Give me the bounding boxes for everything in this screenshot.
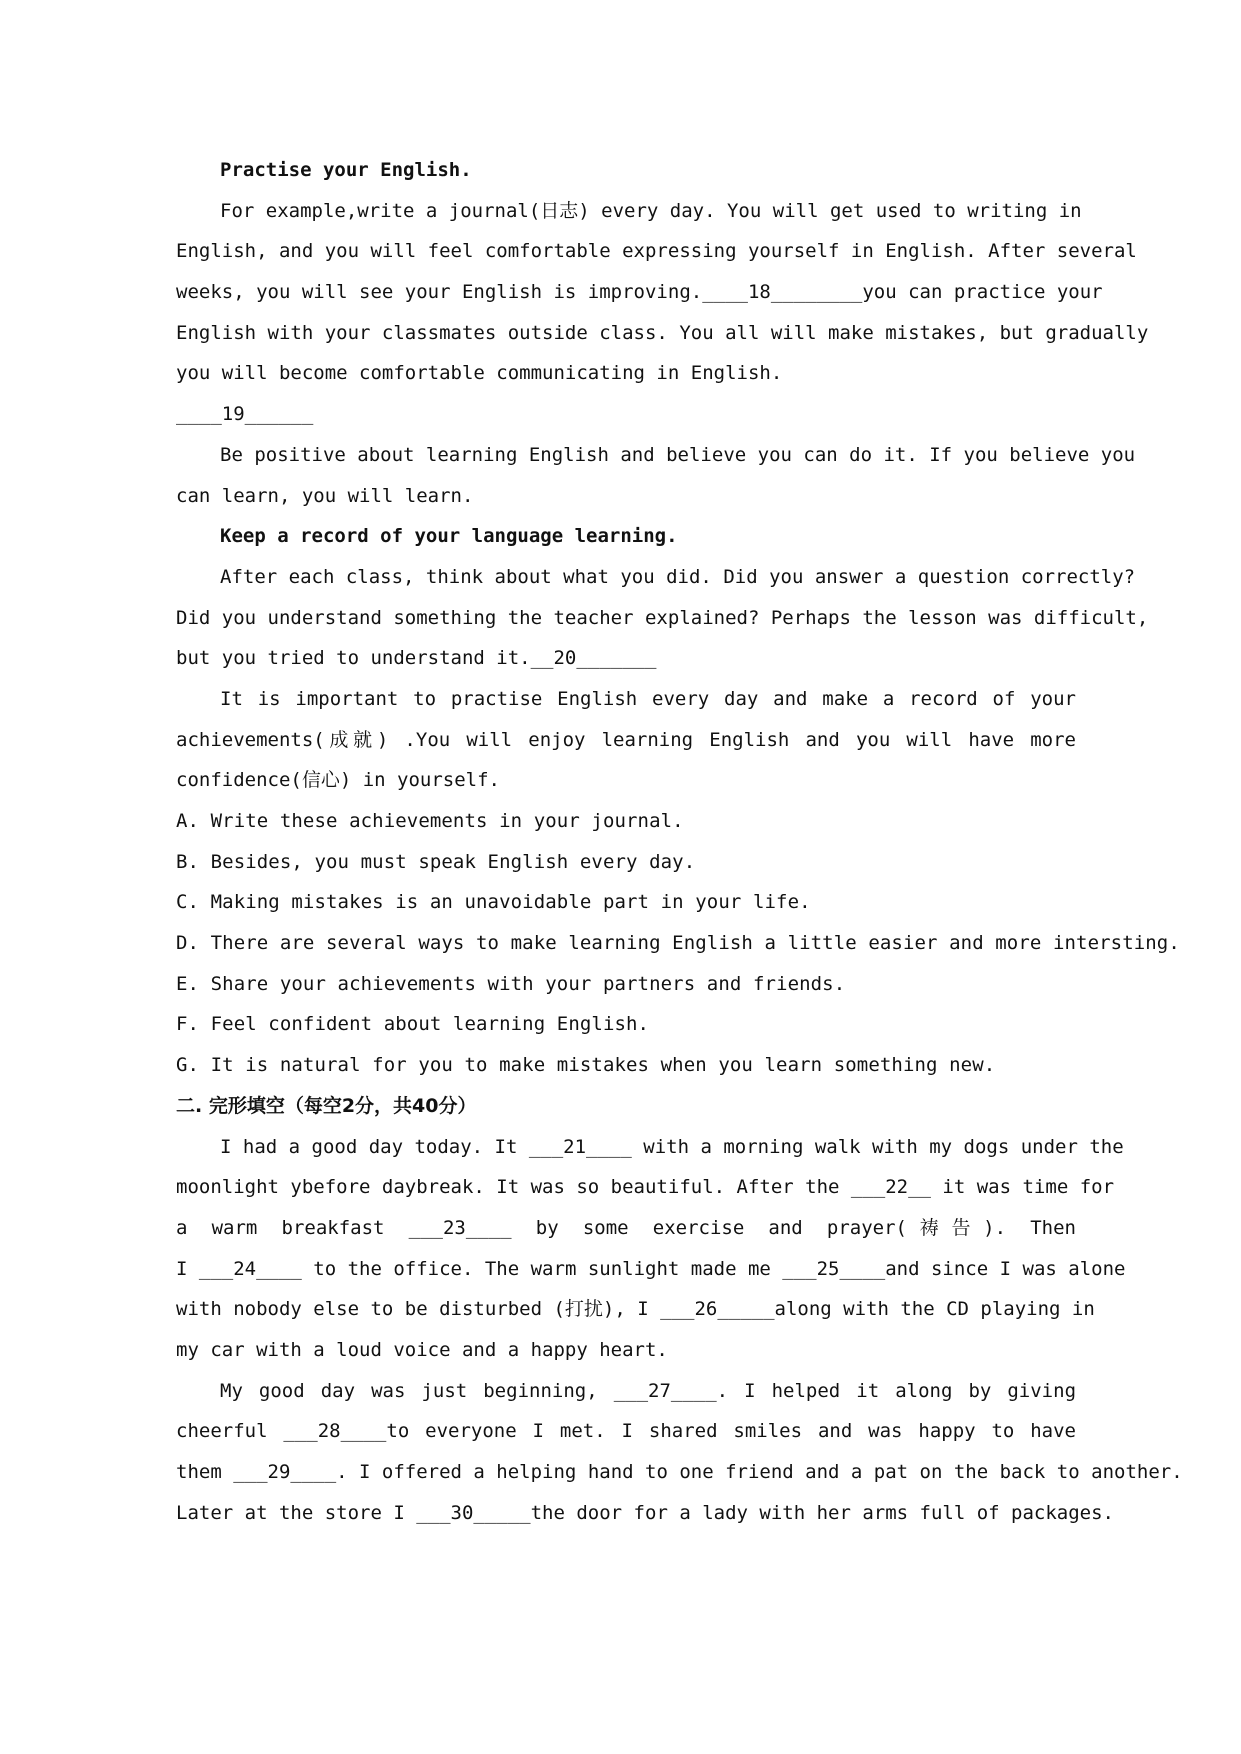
option-e: E. Share your achievements with your partners and friends. <box>176 972 846 995</box>
text: cheerful <box>176 1420 284 1443</box>
option-f: F. Feel confident about learning English. <box>176 1013 650 1036</box>
para-important-line-3: confidence(信心) in yourself. <box>176 769 500 792</box>
text: a warm breakfast <box>176 1216 409 1239</box>
option-c: C. Making mistakes is an unavoidable part in your life. <box>176 891 811 914</box>
blank-24: ___24____ <box>198 1257 302 1280</box>
option-b: B. Besides, you must speak English every day. <box>176 850 696 873</box>
blank-23: ___23____ <box>408 1216 512 1239</box>
cloze-line-6: my car with a loud voice and a happy heart. <box>176 1338 668 1361</box>
cloze-line-3 <box>176 1208 1076 1249</box>
text: weeks, you will see your English is improving. <box>176 281 703 304</box>
heading-practise: Practise your English. <box>220 159 472 181</box>
blank-20: __20_______ <box>530 647 657 670</box>
text: to the office. The warm sunlight made me <box>301 1257 783 1280</box>
blank-28: ___28____ <box>283 1420 387 1443</box>
text: . I offered a helping hand to one friend and a pat on the back to another. <box>336 1461 1183 1483</box>
para-positive-line-1: Be positive about learning English and believe you can do it. If you believe you <box>220 443 1136 466</box>
text: them <box>176 1461 234 1483</box>
cloze-line-10 <box>176 1493 1114 1534</box>
cloze-line-8 <box>176 1411 1076 1452</box>
text: and since I was alone <box>885 1257 1126 1280</box>
para-record-line-3 <box>176 638 1076 679</box>
blank-22: ___22__ <box>850 1176 931 1199</box>
text: you can practice your <box>862 281 1103 304</box>
text: with a morning walk with my dogs under the <box>631 1135 1124 1158</box>
blank-18: ____18________ <box>702 281 863 304</box>
text: My good day was just beginning, <box>220 1379 614 1402</box>
blank-25: ___25____ <box>782 1257 886 1280</box>
text: I had a good day today. It <box>220 1135 529 1158</box>
text: Later at the store I <box>176 1501 417 1524</box>
section-2-heading: 二. 完形填空（每空2分，共40分） <box>176 1094 477 1117</box>
para-practise-line-4: English with your classmates outside class. You all will make mistakes, but gradually <box>176 321 1149 344</box>
cloze-line-5 <box>176 1289 1095 1330</box>
para-practise-line-2: English, and you will feel comfortable expressing yourself in English. After several <box>176 240 1137 263</box>
text: . I helped it along by giving <box>716 1379 1077 1402</box>
document-content <box>176 150 1183 1533</box>
option-a: A. Write these achievements in your journal. <box>176 810 684 832</box>
text: the door for a lady with her arms full of packages. <box>530 1501 1114 1524</box>
para-record-line-2: Did you understand something the teacher explained? Perhaps the lesson was difficult, <box>176 606 1149 629</box>
blank-30: ___30_____ <box>416 1501 531 1524</box>
option-g: G. It is natural for you to make mistakes when you learn something new. <box>176 1054 996 1077</box>
para-practise-line-3 <box>176 272 1103 313</box>
para-important-line-1: It is important to practise English every day and make a record of your <box>220 687 1076 710</box>
cloze-line-9 <box>176 1452 1183 1493</box>
para-positive-line-2: can learn, you will learn. <box>176 484 474 507</box>
text: moonlight ybefore daybreak. It was so beautiful. After the <box>176 1176 851 1199</box>
para-record-line-1: After each class, think about what you did. Did you answer a question correctly? <box>220 565 1136 588</box>
text: along with the CD playing in <box>774 1298 1095 1321</box>
text: by some exercise and prayer(祷告). Then <box>511 1216 1076 1239</box>
text: with nobody else to be disturbed (打扰), I <box>176 1298 661 1321</box>
cloze-line-1 <box>176 1127 1124 1168</box>
text: it was time for <box>930 1176 1115 1199</box>
blank-19: ____19______ <box>176 403 314 426</box>
cloze-line-2 <box>176 1167 1115 1208</box>
text: I <box>176 1257 199 1280</box>
blank-26: ___26_____ <box>660 1298 775 1321</box>
cloze-line-7 <box>176 1371 1076 1412</box>
para-practise-line-5: you will become comfortable communicating in English. <box>176 362 783 385</box>
text: but you tried to understand it. <box>176 647 531 670</box>
blank-29: ___29____ <box>233 1461 337 1483</box>
text: to everyone I met. I shared smiles and was happy to have <box>386 1420 1076 1443</box>
option-d: D. There are several ways to make learning English a little easier and more intersting. <box>176 932 1180 955</box>
blank-21: ___21____ <box>528 1135 632 1158</box>
heading-record: Keep a record of your language learning. <box>220 525 678 548</box>
blank-27: ___27____ <box>613 1379 717 1402</box>
cloze-line-4 <box>176 1249 1126 1290</box>
para-practise-line-1: For example,write a journal(日志) every day. You will get used to writing in <box>220 199 1082 222</box>
para-important-line-2: achievements(成就) .You will enjoy learning English and you will have more <box>176 728 1076 751</box>
